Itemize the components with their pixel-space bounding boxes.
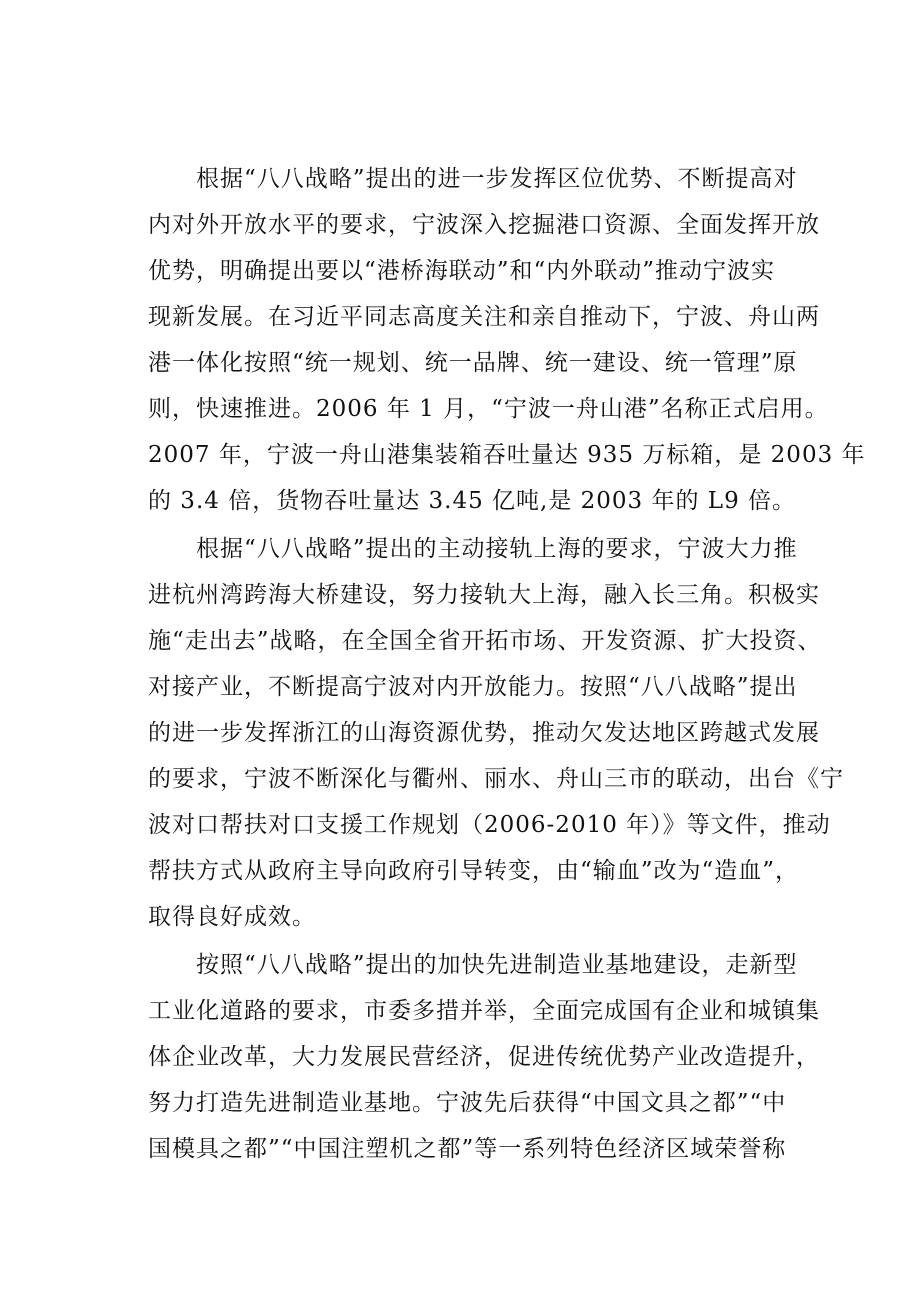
text-line: 按照“八八战略”提出的加快先进制造业基地建设，走新型 bbox=[148, 952, 798, 978]
text-line: 国模具之都”“中国注塑机之都”等一系列特色经济区域荣誉称 bbox=[148, 1136, 787, 1162]
text-line: 内对外开放水平的要求，宁波深入挖掘港口资源、全面发挥开放 bbox=[148, 212, 820, 238]
text-line: 波对口帮扶对口支援工作规划（2006-2010 年）》等文件，推动 bbox=[148, 812, 831, 838]
text-line: 的 3.4 倍，货物吞吐量达 3.45 亿吨,是 2003 年的 L9 倍。 bbox=[148, 488, 797, 514]
paragraph-manufacturing-base bbox=[148, 942, 820, 1172]
paragraph-shanghai-integration bbox=[148, 526, 844, 940]
text-line: 努力打造先进制造业基地。宁波先后获得“中国文具之都”“中 bbox=[148, 1090, 787, 1116]
text-line: 根据“八八战略”提出的主动接轨上海的要求，宁波大力推 bbox=[148, 536, 798, 562]
text-line: 现新发展。在习近平同志高度关注和亲自推动下，宁波、舟山两 bbox=[148, 304, 820, 330]
text-line: 对接产业，不断提高宁波对内开放能力。按照“八八战略”提出 bbox=[148, 674, 798, 700]
text-line: 港一体化按照“统一规划、统一品牌、统一建设、统一管理”原 bbox=[148, 350, 798, 376]
text-line: 根据“八八战略”提出的进一步发挥区位优势、不断提高对 bbox=[148, 166, 798, 192]
text-line: 优势，明确提出要以“港桥海联动”和“内外联动”推动宁波实 bbox=[148, 258, 776, 284]
text-line: 进杭州湾跨海大桥建设，努力接轨大上海，融入长三角。积极实 bbox=[148, 582, 820, 608]
text-line: 的要求，宁波不断深化与衢州、丽水、舟山三市的联动，出台《宁 bbox=[148, 766, 844, 792]
paragraph-port-integration bbox=[148, 156, 866, 524]
text-line: 取得良好成效。 bbox=[148, 904, 316, 930]
document-body bbox=[148, 156, 866, 1172]
text-line: 的进一步发挥浙江的山海资源优势，推动欠发达地区跨越式发展 bbox=[148, 720, 820, 746]
text-line: 则，快速推进。2006 年 1 月，“宁波一舟山港”名称正式启用。 bbox=[148, 396, 829, 422]
text-line: 帮扶方式从政府主导向政府引导转变，由“输血”改为“造血”， bbox=[148, 858, 800, 884]
text-line: 施“走出去”战略，在全国全省开拓市场、开发资源、扩大投资、 bbox=[148, 628, 822, 654]
text-line: 体企业改革，大力发展民营经济，促进传统优势产业改造提升， bbox=[148, 1044, 820, 1070]
text-line: 工业化道路的要求，市委多措并举，全面完成国有企业和城镇集 bbox=[148, 998, 820, 1024]
text-line: 2007 年，宁波一舟山港集装箱吞吐量达 935 万标箱，是 2003 年 bbox=[148, 442, 866, 468]
